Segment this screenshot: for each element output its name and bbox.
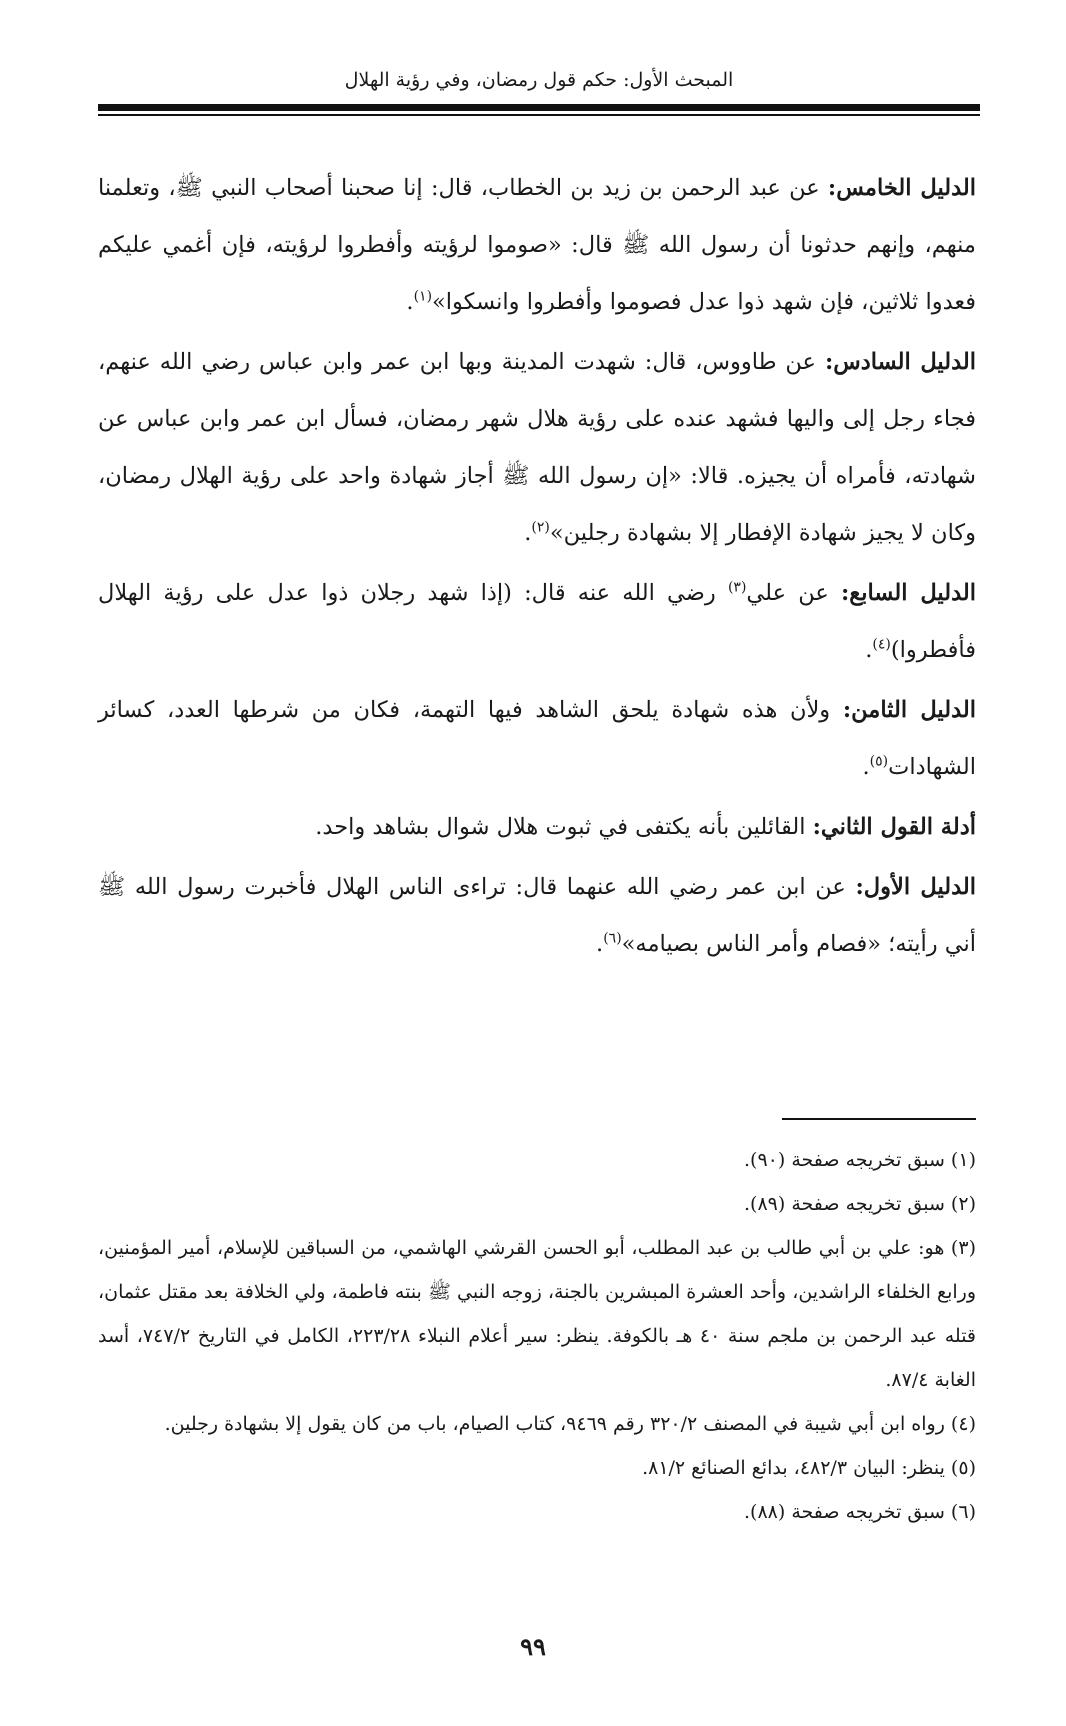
paragraph-evidence-6 [98, 334, 976, 562]
footnote-3: (٣) هو: علي بن أبي طالب بن عبد المطلب، أبو الحسن القرشي الهاشمي، من السباقين للإسلام، أمير المؤمنين، ورابع الخلفاء الراشدين، وأحد العشرة المبشرين بالجنة، زوجه النبي ﷺ بنته فاطمة، ولي الخلافة بعد مقتل عثمان، قتله عبد الرحمن بن ملجم سنة ٤٠ هـ بالكوفة. ينظر: سير أعلام النبلاء ٢٢٣/٢٨، الكامل في التاريخ ٧٤٧/٢، أسد الغابة ٨٧/٤. [98, 1237, 977, 1391]
paragraph-heading: الدليل الخامس: [827, 175, 977, 201]
paragraph-text: عن عبد الرحمن بن زيد بن الخطاب، قال: إنا صحبنا أصحاب النبي ﷺ، وتعلمنا منهم، وإنهم حدثونا أن رسول الله ﷺ قال: «صوموا لرؤيته وأفطروا لرؤيته، فإن أغمي عليكم فعدوا ثلاثين، فإن شهد ذوا عدل فصوموا وأفطروا وانسكوا» [98, 175, 976, 315]
paragraph-text-cont: رضي الله عنه قال: (إذا شهد رجلان ذوا عدل على رؤية الهلال فأفطروا) [98, 580, 976, 663]
paragraph-evidence-8 [98, 682, 976, 796]
header-rule-thin [98, 114, 980, 116]
footnote-ref[interactable]: (١) [413, 288, 433, 305]
footnote-1: (١) سبق تخريجه صفحة (٩٠). [744, 1149, 976, 1171]
footnote-ref[interactable]: (٤) [872, 636, 891, 653]
paragraph-heading: الدليل الثامن: [842, 697, 976, 723]
footnote-separator [782, 1118, 976, 1120]
paragraph-heading: الدليل السادس: [824, 349, 976, 375]
footnote-6: (٦) سبق تخريجه صفحة (٨٨). [744, 1501, 976, 1523]
running-header: المبحث الأول: حكم قول رمضان، وفي رؤية الهلال [344, 69, 734, 91]
paragraph-tail: . [862, 754, 870, 780]
footnote-ref[interactable]: (٢) [531, 519, 550, 536]
footnotes [98, 1138, 976, 1534]
paragraph-text: عن علي [746, 580, 841, 606]
paragraph-heading: أدلة القول الثاني: [812, 814, 976, 840]
header-rule-thick [98, 104, 980, 111]
paragraph-text: ولأن هذه شهادة يلحق الشاهد فيها التهمة، فكان من شرطها العدد، كسائر الشهادات [98, 697, 976, 780]
paragraph-tail: . [524, 520, 532, 546]
paragraph-evidence-5 [98, 160, 976, 331]
footnote-ref[interactable]: (٥) [869, 753, 889, 770]
footnote-4: (٤) رواه ابن أبي شيبة في المصنف ٣٢٠/٢ رقم ٩٤٦٩، كتاب الصيام، باب من كان يقول إلا بشهادة رجلين. [164, 1413, 976, 1435]
paragraph-second-opinion [98, 799, 976, 856]
paragraph-tail: . [596, 931, 604, 957]
footnote-ref[interactable]: (٦) [603, 930, 622, 947]
paragraph-tail: . [865, 637, 873, 663]
paragraph-text: القائلين بأنه يكتفى في ثبوت هلال شوال بشاهد واحد. [315, 814, 813, 840]
paragraph-tail: . [406, 289, 414, 315]
paragraph-text: عن ابن عمر رضي الله عنهما قال: تراءى الناس الهلال فأخبرت رسول الله ﷺ أني رأيته؛ «فصام وأمر الناس بصيامه» [98, 874, 976, 957]
paragraph-evidence-7 [98, 565, 976, 679]
footnote-5: (٥) ينظر: البيان ٤٨٢/٣، بدائع الصنائع ٨١/٢. [642, 1457, 976, 1479]
paragraph-heading: الدليل الأول: [855, 874, 977, 900]
footnote-ref[interactable]: (٣) [727, 579, 747, 596]
paragraph-heading: الدليل السابع: [840, 580, 976, 606]
page-number: ٩٩ [520, 1632, 546, 1661]
paragraph-evidence-1 [98, 859, 976, 973]
paragraph-text: عن طاووس، قال: شهدت المدينة وبها ابن عمر وابن عباس رضي الله عنهم، فجاء رجل إلى واليها فشهد عنده على رؤية هلال شهر رمضان، فسأل ابن عمر وابن عباس عن شهادته، فأمراه أن يجيزه. قالا: «إن رسول الله ﷺ أجاز شهادة واحد على رؤية الهلال رمضان، وكان لا يجيز شهادة الإفطار إلا بشهادة رجلين» [98, 349, 976, 546]
footnote-2: (٢) سبق تخريجه صفحة (٨٩). [744, 1193, 976, 1215]
main-text [98, 160, 976, 973]
